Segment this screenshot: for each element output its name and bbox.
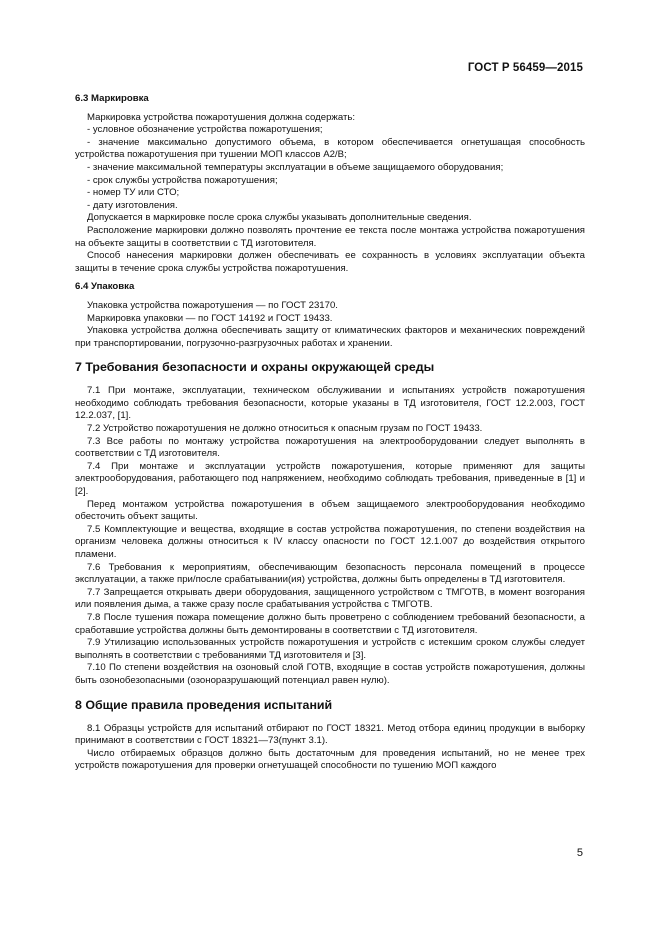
section-6-3-intro: Маркировка устройства пожаротушения должна содержать: bbox=[87, 111, 356, 123]
list-item: - значение максимально допустимого объема, в котором обеспечивается огнетушащая способность устройства пожаротушения при тушении МОП классов А2/В; bbox=[75, 136, 585, 161]
page-number: 5 bbox=[576, 847, 583, 859]
paragraph: 7.1 При монтаже, эксплуатации, техническом обслуживании и испытаниях устройств пожаротушения необходимо соблюдать требования безопасности, которые указаны в ТД изготовителя, ГОСТ 12.2.003, ГОСТ 12.2.037, [1]. bbox=[75, 385, 585, 422]
section-6-3-title: 6.3 Маркировка bbox=[75, 93, 149, 104]
list-item: - условное обозначение устройства пожаротушения; bbox=[87, 124, 323, 136]
paragraph: Упаковка устройства пожаротушения — по ГОСТ 23170. bbox=[87, 299, 338, 311]
list-item: - номер ТУ или СТО; bbox=[87, 187, 180, 199]
paragraph: 7.4 При монтаже и эксплуатации устройств пожаротушения, которые применяют для защиты электрооборудования, работающего под напряжением, необходимо соблюдать требования, приведенные в [1] и [2]. bbox=[75, 460, 585, 498]
list-item: - дату изготовления. bbox=[87, 199, 178, 211]
document-code-header: ГОСТ Р 56459—2015 bbox=[467, 62, 583, 74]
document-body bbox=[75, 93, 585, 773]
paragraph: Число отбираемых образцов должно быть достаточным для проведения испытаний, но не менее трех устройств пожаротушения для проверки огнетушащей способности по тушению МОП каждого bbox=[75, 747, 585, 772]
paragraph: 8.1 Образцы устройств для испытаний отбирают по ГОСТ 18321. Метод отбора единиц продукции в выборку принимают в соответствии с ГОСТ 18321—73(пункт 3.1). bbox=[75, 722, 585, 747]
paragraph: Маркировка упаковки — по ГОСТ 14192 и ГОСТ 19433. bbox=[87, 312, 333, 324]
list-item: - значение максимальной температуры эксплуатации в объеме защищаемого оборудования; bbox=[87, 161, 504, 173]
paragraph: Перед монтажом устройства пожаротушения в объем защищаемого электрооборудования необходимо обесточить объект защиты. bbox=[75, 498, 585, 523]
paragraph: 7.10 По степени воздействия на озоновый слой ГОТВ, входящие в состав устройств пожаротушения, должны быть озонобезопасными (озоноразрушающий потенциал равен нулю). bbox=[75, 662, 585, 686]
list-item: - срок службы устройства пожаротушения; bbox=[87, 174, 278, 186]
paragraph: Расположение маркировки должно позволять прочтение ее текста после монтажа устройства пожаротушения на объекте защиты в соответствии с ТД изготовителя. bbox=[75, 224, 585, 249]
paragraph: Упаковка устройства должна обеспечивать защиту от климатических факторов и механических повреждений при транспортировании, погрузочно-разгрузочных работах и хранении. bbox=[75, 325, 585, 349]
paragraph: 7.2 Устройство пожаротушения не должно относиться к опасным грузам по ГОСТ 19433. bbox=[87, 423, 483, 435]
paragraph: 7.8 После тушения пожара помещение должно быть проветрено с соблюдением требований безопасности, а сработавшие устройства должны быть демонтированы в соответствии с ТД изготовителя. bbox=[75, 611, 585, 636]
paragraph: 7.9 Утилизацию использованных устройств пожаротушения и устройств с истекшим сроком службы следует выполнять в соответствии с требованиями ТД изготовителя и [3]. bbox=[75, 637, 585, 661]
section-7-title: 7 Требования безопасности и охраны окружающей среды bbox=[75, 360, 435, 375]
paragraph: 7.3 Все работы по монтажу устройства пожаротушения на электрооборудовании следует выполнять в соответствии с ТД изготовителя. bbox=[75, 435, 585, 460]
section-6-4-title: 6.4 Упаковка bbox=[75, 281, 135, 293]
paragraph: 7.7 Запрещается открывать двери оборудования, защищенного устройством с ТМГОТВ, в момент возгорания или появления дыма, а также сразу после срабатывания устройства с ТМГОТВ. bbox=[75, 586, 585, 611]
paragraph: Допускается в маркировке после срока службы указывать дополнительные сведения. bbox=[87, 212, 472, 224]
paragraph: 7.6 Требования к мероприятиям, обеспечивающим безопасность персонала помещений в процессе эксплуатации, а также при/после срабатывании(ия) устройства, должны быть определены в ТД изготовителя. bbox=[75, 561, 585, 586]
section-8-title: 8 Общие правила проведения испытаний bbox=[75, 697, 333, 712]
paragraph: 7.5 Комплектующие и вещества, входящие в состав устройства пожаротушения, по степени воздействия на организм человека должны относиться к IV классу опасности по ГОСТ 12.1.007 до воздействия открытого пламени. bbox=[75, 523, 585, 560]
paragraph: Способ нанесения маркировки должен обеспечивать ее сохранность в условиях эксплуатации объекта защиты в течение срока службы устройства пожаротушения. bbox=[75, 250, 585, 274]
